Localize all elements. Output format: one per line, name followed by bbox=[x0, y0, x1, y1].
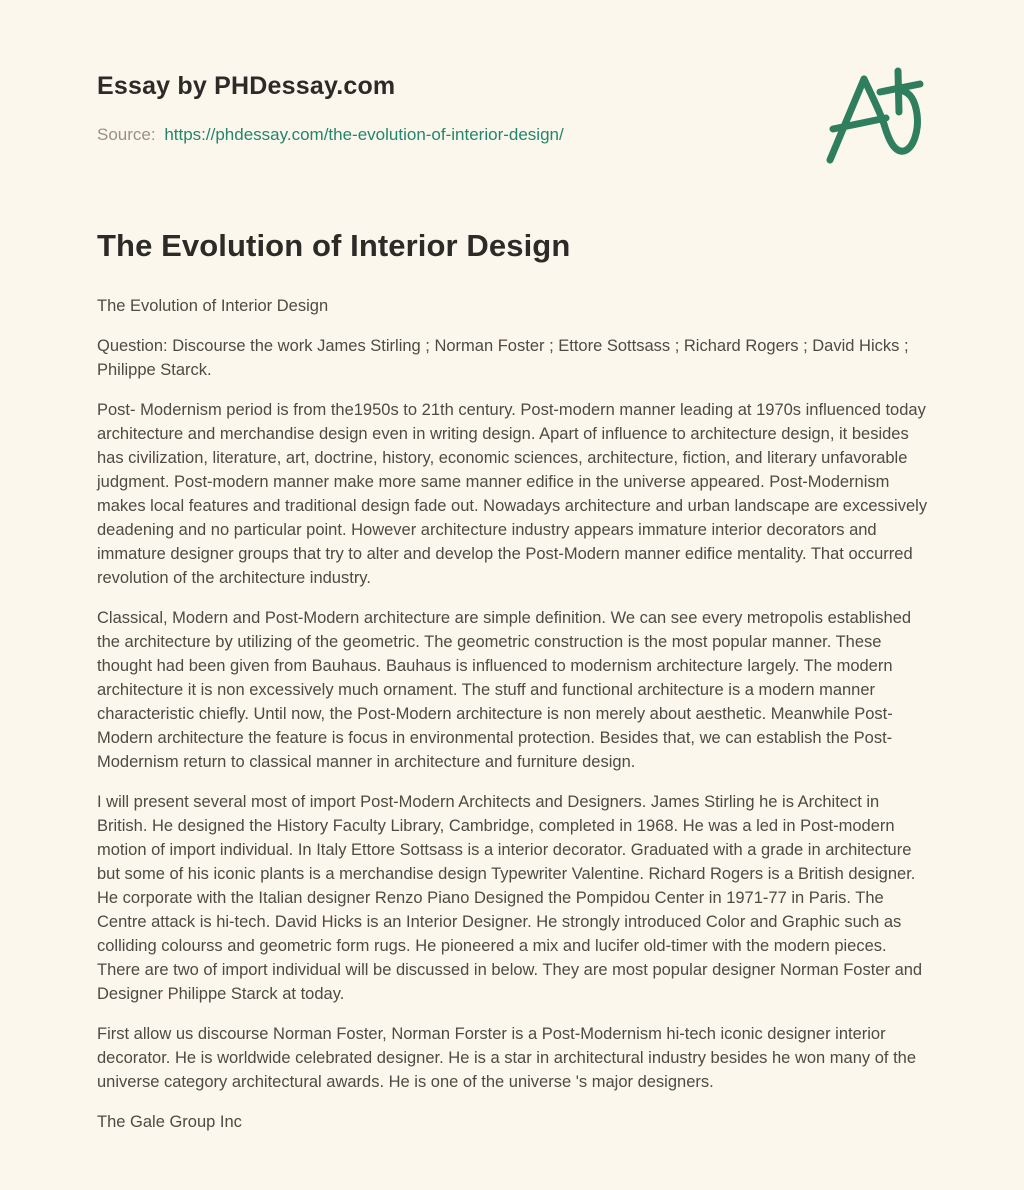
source-line bbox=[97, 125, 564, 145]
paragraph-postmodernism: Post- Modernism period is from the1950s to 21th century. Post-modern manner leading at 1970s influenced today architecture and merchandise design even in writing design. Apart of influence to architecture design, it besides has civilization, literature, art, doctrine, history, economic sciences, architecture, fiction, and literary unfavorable judgment. Post-modern manner make more same manner edifice in the universe appeared. Post-Modernism makes local features and traditional design fade out. Nowadays architecture and urban landscape are excessively deadening and no particular point. However architecture industry appears immature interior decorators and immature designer groups that try to alter and develop the Post-Modern manner edifice mentality. That occurred revolution of the architecture industry. bbox=[97, 401, 928, 587]
paragraph-repeat-title: The Evolution of Interior Design bbox=[97, 297, 329, 315]
paragraph-norman-foster: First allow us discourse Norman Foster, Norman Forster is a Post-Modernism hi-tech iconic designer interior decorator. He is worldwide celebrated designer. He is a star in architectural industry besides he won many of the universe category architectural awards. He is one of the universe 's major designers. bbox=[97, 1025, 917, 1091]
a-plus-logo-icon bbox=[824, 66, 924, 166]
page-header bbox=[97, 68, 930, 166]
paragraph-question: Question: Discourse the work James Stirling ; Norman Foster ; Ettore Sottsass ; Richard Rogers ; David Hicks ; Philippe Starck. bbox=[97, 337, 909, 379]
paragraph-classical: Classical, Modern and Post-Modern architecture are simple definition. We can see every metropolis established the architecture by utilizing of the geometric. The geometric construction is the most popular manner. These thought had been given from Bauhaus. Bauhaus is influenced to modernism architecture largely. The modern architecture it is non excessively much ornament. The stuff and functional architecture is a modern manner characteristic chiefly. Until now, the Post-Modern architecture is non merely about aesthetic. Meanwhile Post-Modern architecture the feature is focus in environmental protection. Besides that, we can establish the Post-Modernism return to classical manner in architecture and furniture design. bbox=[97, 609, 912, 771]
article-title: The Evolution of Interior Design bbox=[97, 228, 571, 263]
paragraph-architects: I will present several most of import Post-Modern Architects and Designers. James Stirling he is Architect in British. He designed the History Faculty Library, Cambridge, completed in 1968. He was a led in Post-modern motion of import individual. In Italy Ettore Sottsass is a interior decorator. Graduated with a grade in architecture but some of his iconic plants is a merchandise design Typewriter Valentine. Richard Rogers is a British designer. He corporate with the Italian designer Renzo Piano Designed the Pompidou Center in 1971-77 in Paris. The Centre attack is hi-tech. David Hicks is an Interior Designer. He strongly introduced Color and Graphic such as colliding colourss and geometric form rugs. He pioneered a mix and lucifer old-timer with the modern pieces. There are two of import individual will be discussed in below. They are most popular designer Norman Foster and Designer Philippe Starck at today. bbox=[97, 793, 923, 1003]
header-text-block bbox=[97, 68, 564, 145]
paragraph-gale-group: The Gale Group Inc bbox=[97, 1113, 242, 1131]
source-url-link[interactable]: https://phdessay.com/the-evolution-of-interior-design/ bbox=[164, 125, 564, 144]
site-title: Essay by PHDessay.com bbox=[97, 72, 396, 100]
article-body bbox=[97, 294, 930, 1134]
source-label: Source: bbox=[97, 125, 156, 144]
